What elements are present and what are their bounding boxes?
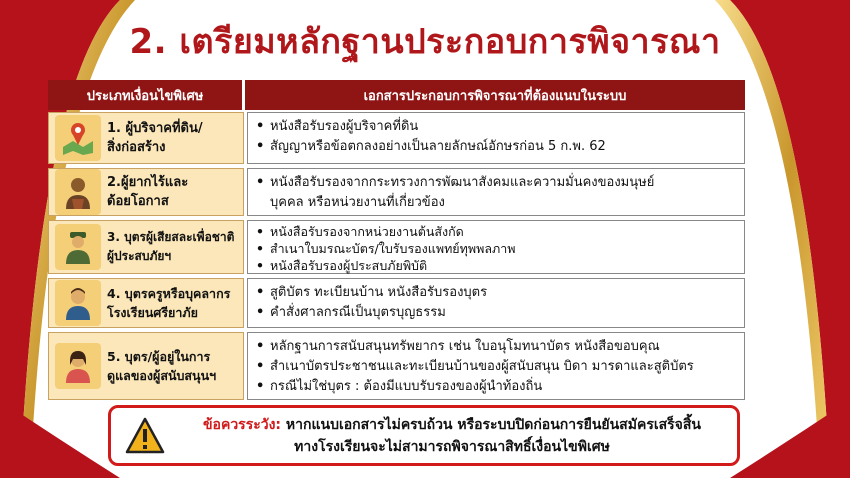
category-cell [48, 220, 244, 274]
category-label-line: ผู้ประสบภัยฯ [107, 249, 172, 263]
land-map-icon [55, 115, 101, 161]
category-cell [48, 332, 244, 400]
category-label-line: 1. ผู้บริจาคที่ดิน/ [107, 121, 203, 136]
category-label-line: 2.ผู้ยากไร้และ [107, 175, 189, 190]
warning-line: ทางโรงเรียนจะไม่สามารถพิจารณาสิทธิ์เงื่อนไขพิเศษ [294, 439, 610, 455]
document-item: • สูติบัตร ทะเบียนบ้าน หนังสือรับรองบุตร [256, 283, 740, 303]
category-label-line: โรงเรียนศรียาภัย [107, 305, 198, 320]
documents-cell [247, 220, 745, 274]
column-header-documents: เอกสารประกอบการพิจารณาที่ต้องแนบในระบบ [245, 80, 745, 110]
document-item: • สำเนาใบมรณะบัตร/ใบรับรองแพทย์ทุพพลภาพ [256, 240, 740, 257]
document-item: • หนังสือรับรองผู้บริจาคที่ดิน [256, 117, 740, 137]
warning-text [175, 414, 729, 458]
category-label-line: ด้อยโอกาส [107, 194, 169, 209]
teacher-icon [55, 280, 101, 326]
guardian-icon [55, 343, 101, 389]
document-item: • หนังสือรับรองจากกระทรวงการพัฒนาสังคมและความมั่นคงของมนุษย์ [256, 173, 740, 193]
documents-cell [247, 168, 745, 216]
document-item: • หนังสือรับรองผู้ประสบภัยพิบัติ [256, 257, 740, 274]
document-item-continued: บุคคล หรือหน่วยงานที่เกี่ยวข้อง [270, 195, 445, 210]
category-label-line: ดูแลของผู้สนับสนุนฯ [107, 368, 217, 383]
table-row [48, 330, 745, 402]
table-row [48, 110, 745, 166]
document-item: • คำสั่งศาลกรณีเป็นบุตรบุญธรรม [256, 303, 740, 323]
warning-line: หากแนบเอกสารไม่ครบถ้วน หรือระบบปิดก่อนการยืนยันสมัครเสร็จสิ้น [285, 417, 702, 433]
documents-cell [247, 332, 745, 400]
column-header-category: ประเภทเงื่อนไขพิเศษ [48, 80, 244, 110]
document-item: • หลักฐานการสนับสนุนทรัพยากร เช่น ใบอนุโมทนาบัตร หนังสือขอบคุณ [256, 337, 740, 357]
table-row [48, 276, 745, 330]
table-row [48, 166, 745, 218]
category-cell [48, 112, 244, 164]
document-item: • สัญญาหรือข้อตกลงอย่างเป็นลายลักษณ์อักษรก่อน 5 ก.พ. 62 [256, 137, 740, 157]
category-cell [48, 168, 244, 216]
category-label-line: 5. บุตร/ผู้อยู่ในการ [107, 349, 211, 364]
warning-label: ข้อควรระวัง: [202, 417, 282, 433]
table-row [48, 218, 745, 276]
documents-cell [247, 112, 745, 164]
page-title: 2. เตรียมหลักฐานประกอบการพิจารณา [129, 22, 721, 62]
document-item: • สำเนาบัตรประชาชนและทะเบียนบ้านของผู้สนับสนุน บิดา มารดาและสูติบัตร [256, 357, 740, 377]
category-cell [48, 278, 244, 328]
documents-cell [247, 278, 745, 328]
document-item: • หนังสือรับรองจากหน่วยงานต้นสังกัด [256, 223, 740, 240]
soldier-icon [55, 224, 101, 270]
category-label-line: 4. บุตรครูหรือบุคลากร [107, 286, 231, 301]
poor-person-icon [55, 169, 101, 215]
warning-box [108, 405, 740, 466]
document-item: • กรณีไม่ใช่บุตร : ต้องมีแบบรับรองของผู้นำท้องถิ่น [256, 377, 740, 397]
warning-triangle-icon [125, 416, 165, 456]
category-label-line: 3. บุตรผู้เสียสละเพื่อชาติ [107, 230, 235, 244]
category-label-line: สิ่งก่อสร้าง [107, 140, 166, 155]
